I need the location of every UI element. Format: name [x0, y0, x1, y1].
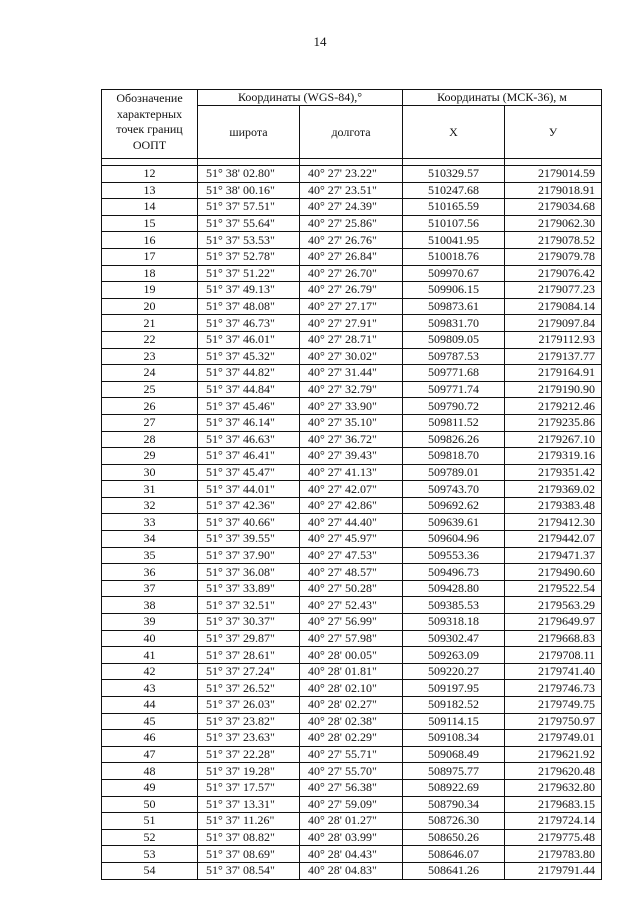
cell-point-number: 32: [102, 497, 198, 514]
cell-point-number: 51: [102, 813, 198, 830]
cell-x: 509385.53: [403, 597, 505, 614]
cell-x: 510107.56: [403, 215, 505, 232]
cell-point-number: 31: [102, 481, 198, 498]
cell-longitude: 40° 28' 00.05": [300, 647, 403, 664]
cell-latitude: 51° 37' 26.52": [198, 680, 300, 697]
cell-longitude: 40° 28' 02.29": [300, 730, 403, 747]
cell-longitude: 40° 27' 52.43": [300, 597, 403, 614]
cell-latitude: 51° 37' 32.51": [198, 597, 300, 614]
cell-latitude: 51° 37' 45.47": [198, 464, 300, 481]
cell-longitude: 40° 28' 01.81": [300, 663, 403, 680]
cell-point-number: 35: [102, 547, 198, 564]
cell-point-number: 36: [102, 564, 198, 581]
cell-x: 509771.74: [403, 381, 505, 398]
table-row: [102, 564, 602, 581]
cell-y: 2179490.60: [505, 564, 602, 581]
cell-longitude: 40° 27' 41.13": [300, 464, 403, 481]
cell-longitude: 40° 27' 26.84": [300, 248, 403, 265]
cell-longitude: 40° 27' 23.22": [300, 166, 403, 183]
cell-x: 508726.30: [403, 813, 505, 830]
cell-y: 2179190.90: [505, 381, 602, 398]
cell-latitude: 51° 37' 51.22": [198, 265, 300, 282]
cell-longitude: 40° 27' 27.17": [300, 298, 403, 315]
cell-latitude: 51° 37' 33.89": [198, 580, 300, 597]
cell-point-number: 45: [102, 713, 198, 730]
table-row: [102, 365, 602, 382]
cell-latitude: 51° 37' 08.54": [198, 862, 300, 879]
cell-longitude: 40° 27' 33.90": [300, 398, 403, 415]
cell-latitude: 51° 37' 08.69": [198, 846, 300, 863]
cell-longitude: 40° 27' 31.44": [300, 365, 403, 382]
cell-x: 509220.27: [403, 663, 505, 680]
cell-latitude: 51° 37' 29.87": [198, 630, 300, 647]
cell-y: 2179668.83: [505, 630, 602, 647]
cell-latitude: 51° 37' 46.14": [198, 414, 300, 431]
cell-longitude: 40° 27' 30.02": [300, 348, 403, 365]
table-row: [102, 630, 602, 647]
cell-latitude: 51° 37' 22.28": [198, 746, 300, 763]
header-longitude: долгота: [300, 106, 403, 159]
cell-latitude: 51° 37' 17.57": [198, 779, 300, 796]
cell-y: 2179034.68: [505, 199, 602, 216]
table-row: [102, 348, 602, 365]
cell-longitude: 40° 28' 02.38": [300, 713, 403, 730]
cell-y: 2179442.07: [505, 531, 602, 548]
header-latitude: широта: [198, 106, 300, 159]
table-row: [102, 298, 602, 315]
table-row: [102, 464, 602, 481]
cell-x: 509068.49: [403, 746, 505, 763]
cell-x: 509182.52: [403, 697, 505, 714]
cell-longitude: 40° 27' 24.39": [300, 199, 403, 216]
cell-longitude: 40° 27' 45.97": [300, 531, 403, 548]
coordinates-table: [101, 89, 602, 880]
cell-x: 510165.59: [403, 199, 505, 216]
cell-x: 509818.70: [403, 448, 505, 465]
cell-x: 509197.95: [403, 680, 505, 697]
cell-y: 2179775.48: [505, 829, 602, 846]
cell-longitude: 40° 27' 36.72": [300, 431, 403, 448]
table-row: [102, 398, 602, 415]
cell-point-number: 49: [102, 779, 198, 796]
cell-longitude: 40° 27' 59.09": [300, 796, 403, 813]
cell-x: 508650.26: [403, 829, 505, 846]
table-row: [102, 697, 602, 714]
cell-x: 508641.26: [403, 862, 505, 879]
cell-x: 509743.70: [403, 481, 505, 498]
cell-longitude: 40° 27' 28.71": [300, 331, 403, 348]
cell-latitude: 51° 37' 45.46": [198, 398, 300, 415]
table-row: [102, 248, 602, 265]
cell-longitude: 40° 28' 04.43": [300, 846, 403, 863]
cell-longitude: 40° 27' 56.99": [300, 614, 403, 631]
cell-latitude: 51° 37' 27.24": [198, 663, 300, 680]
cell-x: 509639.61: [403, 514, 505, 531]
table-row: [102, 680, 602, 697]
table-row: [102, 796, 602, 813]
cell-x: 509496.73: [403, 564, 505, 581]
cell-latitude: 51° 37' 13.31": [198, 796, 300, 813]
cell-y: 2179079.78: [505, 248, 602, 265]
cell-x: 510329.57: [403, 166, 505, 183]
cell-y: 2179351.42: [505, 464, 602, 481]
cell-point-number: 43: [102, 680, 198, 697]
cell-x: 510041.95: [403, 232, 505, 249]
cell-y: 2179383.48: [505, 497, 602, 514]
cell-x: 509302.47: [403, 630, 505, 647]
cell-point-number: 42: [102, 663, 198, 680]
cell-x: 508975.77: [403, 763, 505, 780]
cell-y: 2179471.37: [505, 547, 602, 564]
table-row: [102, 597, 602, 614]
cell-y: 2179235.86: [505, 414, 602, 431]
cell-latitude: 51° 37' 44.82": [198, 365, 300, 382]
page-number: 14: [313, 34, 327, 49]
cell-point-number: 19: [102, 282, 198, 299]
header-wgs-group: Координаты (WGS-84),°: [198, 90, 403, 106]
cell-longitude: 40° 28' 04.83": [300, 862, 403, 879]
cell-longitude: 40° 27' 48.57": [300, 564, 403, 581]
cell-x: 509692.62: [403, 497, 505, 514]
cell-point-number: 40: [102, 630, 198, 647]
cell-point-number: 44: [102, 697, 198, 714]
cell-x: 509114.15: [403, 713, 505, 730]
table-row: [102, 829, 602, 846]
cell-point-number: 52: [102, 829, 198, 846]
cell-longitude: 40° 27' 23.51": [300, 182, 403, 199]
cell-latitude: 51° 38' 00.16": [198, 182, 300, 199]
table-row: [102, 182, 602, 199]
cell-longitude: 40° 27' 42.86": [300, 497, 403, 514]
cell-longitude: 40° 27' 47.53": [300, 547, 403, 564]
cell-y: 2179369.02: [505, 481, 602, 498]
cell-y: 2179724.14: [505, 813, 602, 830]
cell-x: 509811.52: [403, 414, 505, 431]
cell-latitude: 51° 37' 40.66": [198, 514, 300, 531]
cell-point-number: 25: [102, 381, 198, 398]
cell-longitude: 40° 27' 50.28": [300, 580, 403, 597]
table-row: [102, 746, 602, 763]
cell-point-number: 28: [102, 431, 198, 448]
cell-point-number: 17: [102, 248, 198, 265]
cell-y: 2179112.93: [505, 331, 602, 348]
cell-latitude: 51° 37' 55.64": [198, 215, 300, 232]
table-row: [102, 713, 602, 730]
cell-y: 2179563.29: [505, 597, 602, 614]
cell-x: 509873.61: [403, 298, 505, 315]
cell-point-number: 27: [102, 414, 198, 431]
cell-x: 509604.96: [403, 531, 505, 548]
table-row: [102, 431, 602, 448]
cell-y: 2179750.97: [505, 713, 602, 730]
cell-y: 2179746.73: [505, 680, 602, 697]
cell-y: 2179164.91: [505, 365, 602, 382]
cell-y: 2179097.84: [505, 315, 602, 332]
cell-point-number: 34: [102, 531, 198, 548]
cell-latitude: 51° 37' 46.41": [198, 448, 300, 465]
cell-latitude: 51° 37' 26.03": [198, 697, 300, 714]
cell-latitude: 51° 37' 30.37": [198, 614, 300, 631]
cell-y: 2179649.97: [505, 614, 602, 631]
cell-y: 2179137.77: [505, 348, 602, 365]
cell-x: 509831.70: [403, 315, 505, 332]
cell-longitude: 40° 28' 02.10": [300, 680, 403, 697]
cell-point-number: 54: [102, 862, 198, 879]
cell-point-number: 18: [102, 265, 198, 282]
table-row: [102, 813, 602, 830]
cell-x: 509789.01: [403, 464, 505, 481]
cell-y: 2179078.52: [505, 232, 602, 249]
table-row: [102, 846, 602, 863]
table-row: [102, 647, 602, 664]
cell-x: 509787.53: [403, 348, 505, 365]
table-row: [102, 547, 602, 564]
cell-y: 2179084.14: [505, 298, 602, 315]
cell-latitude: 51° 37' 53.53": [198, 232, 300, 249]
cell-y: 2179018.91: [505, 182, 602, 199]
cell-y: 2179620.48: [505, 763, 602, 780]
cell-longitude: 40° 27' 55.70": [300, 763, 403, 780]
cell-x: 508922.69: [403, 779, 505, 796]
cell-x: 509263.09: [403, 647, 505, 664]
cell-latitude: 51° 37' 46.73": [198, 315, 300, 332]
cell-x: 509428.80: [403, 580, 505, 597]
cell-point-number: 23: [102, 348, 198, 365]
cell-y: 2179741.40: [505, 663, 602, 680]
cell-longitude: 40° 27' 26.70": [300, 265, 403, 282]
cell-point-number: 29: [102, 448, 198, 465]
cell-longitude: 40° 27' 32.79": [300, 381, 403, 398]
cell-latitude: 51° 37' 42.36": [198, 497, 300, 514]
cell-point-number: 39: [102, 614, 198, 631]
table-row: [102, 763, 602, 780]
cell-point-number: 26: [102, 398, 198, 415]
table-row: [102, 315, 602, 332]
cell-point-number: 16: [102, 232, 198, 249]
cell-longitude: 40° 27' 57.98": [300, 630, 403, 647]
table-row: [102, 282, 602, 299]
cell-latitude: 51° 37' 11.26": [198, 813, 300, 830]
cell-x: 508790.34: [403, 796, 505, 813]
cell-latitude: 51° 37' 44.84": [198, 381, 300, 398]
table-row: [102, 580, 602, 597]
cell-point-number: 46: [102, 730, 198, 747]
cell-latitude: 51° 37' 08.82": [198, 829, 300, 846]
cell-y: 2179319.16: [505, 448, 602, 465]
cell-y: 2179077.23: [505, 282, 602, 299]
cell-longitude: 40° 27' 27.91": [300, 315, 403, 332]
cell-point-number: 33: [102, 514, 198, 531]
table-row: [102, 232, 602, 249]
table-body: [102, 166, 602, 880]
cell-point-number: 24: [102, 365, 198, 382]
cell-y: 2179014.59: [505, 166, 602, 183]
cell-x: 509826.26: [403, 431, 505, 448]
table-row: [102, 497, 602, 514]
header-gap: [102, 159, 602, 166]
cell-y: 2179749.75: [505, 697, 602, 714]
cell-point-number: 48: [102, 763, 198, 780]
cell-longitude: 40° 27' 56.38": [300, 779, 403, 796]
cell-latitude: 51° 37' 28.61": [198, 647, 300, 664]
cell-x: 509553.36: [403, 547, 505, 564]
cell-x: 509318.18: [403, 614, 505, 631]
cell-x: 510018.76: [403, 248, 505, 265]
cell-longitude: 40° 28' 01.27": [300, 813, 403, 830]
table-row: [102, 265, 602, 282]
cell-y: 2179522.54: [505, 580, 602, 597]
cell-longitude: 40° 27' 35.10": [300, 414, 403, 431]
cell-y: 2179212.46: [505, 398, 602, 415]
cell-point-number: 47: [102, 746, 198, 763]
cell-y: 2179076.42: [505, 265, 602, 282]
cell-x: 509771.68: [403, 365, 505, 382]
cell-x: 509970.67: [403, 265, 505, 282]
table-row: [102, 663, 602, 680]
cell-latitude: 51° 37' 44.01": [198, 481, 300, 498]
table-row: [102, 730, 602, 747]
table-row: [102, 199, 602, 216]
cell-point-number: 41: [102, 647, 198, 664]
cell-point-number: 13: [102, 182, 198, 199]
cell-y: 2179621.92: [505, 746, 602, 763]
cell-latitude: 51° 37' 49.13": [198, 282, 300, 299]
cell-y: 2179683.15: [505, 796, 602, 813]
cell-latitude: 51° 38' 02.80": [198, 166, 300, 183]
cell-point-number: 14: [102, 199, 198, 216]
cell-point-number: 50: [102, 796, 198, 813]
cell-point-number: 30: [102, 464, 198, 481]
cell-point-number: 21: [102, 315, 198, 332]
cell-latitude: 51° 37' 45.32": [198, 348, 300, 365]
cell-latitude: 51° 37' 23.63": [198, 730, 300, 747]
cell-y: 2179267.10: [505, 431, 602, 448]
cell-longitude: 40° 27' 39.43": [300, 448, 403, 465]
cell-point-number: 22: [102, 331, 198, 348]
table-row: [102, 779, 602, 796]
cell-latitude: 51° 37' 23.82": [198, 713, 300, 730]
cell-latitude: 51° 37' 46.63": [198, 431, 300, 448]
table-row: [102, 331, 602, 348]
cell-point-number: 38: [102, 597, 198, 614]
cell-point-number: 20: [102, 298, 198, 315]
cell-latitude: 51° 37' 19.28": [198, 763, 300, 780]
header-y: У: [505, 106, 602, 159]
cell-point-number: 37: [102, 580, 198, 597]
cell-x: 509809.05: [403, 331, 505, 348]
cell-y: 2179062.30: [505, 215, 602, 232]
cell-x: 509906.15: [403, 282, 505, 299]
table-row: [102, 414, 602, 431]
cell-longitude: 40° 27' 26.76": [300, 232, 403, 249]
cell-latitude: 51° 37' 46.01": [198, 331, 300, 348]
cell-latitude: 51° 37' 36.08": [198, 564, 300, 581]
cell-latitude: 51° 37' 37.90": [198, 547, 300, 564]
cell-x: 509790.72: [403, 398, 505, 415]
cell-longitude: 40° 27' 55.71": [300, 746, 403, 763]
table-row: [102, 381, 602, 398]
cell-y: 2179749.01: [505, 730, 602, 747]
header-x: X: [403, 106, 505, 159]
cell-y: 2179412.30: [505, 514, 602, 531]
cell-latitude: 51° 37' 57.51": [198, 199, 300, 216]
cell-longitude: 40° 27' 44.40": [300, 514, 403, 531]
cell-longitude: 40° 28' 02.27": [300, 697, 403, 714]
cell-longitude: 40° 27' 25.86": [300, 215, 403, 232]
cell-point-number: 12: [102, 166, 198, 183]
cell-x: 510247.68: [403, 182, 505, 199]
table-row: [102, 862, 602, 879]
table-row: [102, 448, 602, 465]
table-header: [102, 90, 602, 166]
cell-longitude: 40° 27' 26.79": [300, 282, 403, 299]
cell-x: 508646.07: [403, 846, 505, 863]
cell-y: 2179632.80: [505, 779, 602, 796]
cell-y: 2179791.44: [505, 862, 602, 879]
cell-longitude: 40° 27' 42.07": [300, 481, 403, 498]
table-row: [102, 481, 602, 498]
table-row: [102, 215, 602, 232]
cell-point-number: 53: [102, 846, 198, 863]
table-row: [102, 531, 602, 548]
cell-latitude: 51° 37' 52.78": [198, 248, 300, 265]
header-designation: Обозначение характерных точек границ ООПТ: [102, 90, 198, 159]
table-row: [102, 166, 602, 183]
table-row: [102, 514, 602, 531]
cell-point-number: 15: [102, 215, 198, 232]
cell-x: 509108.34: [403, 730, 505, 747]
cell-latitude: 51° 37' 39.55": [198, 531, 300, 548]
cell-latitude: 51° 37' 48.08": [198, 298, 300, 315]
cell-y: 2179708.11: [505, 647, 602, 664]
header-msk-group: Координаты (МСК-36), м: [403, 90, 602, 106]
table-row: [102, 614, 602, 631]
cell-longitude: 40° 28' 03.99": [300, 829, 403, 846]
cell-y: 2179783.80: [505, 846, 602, 863]
